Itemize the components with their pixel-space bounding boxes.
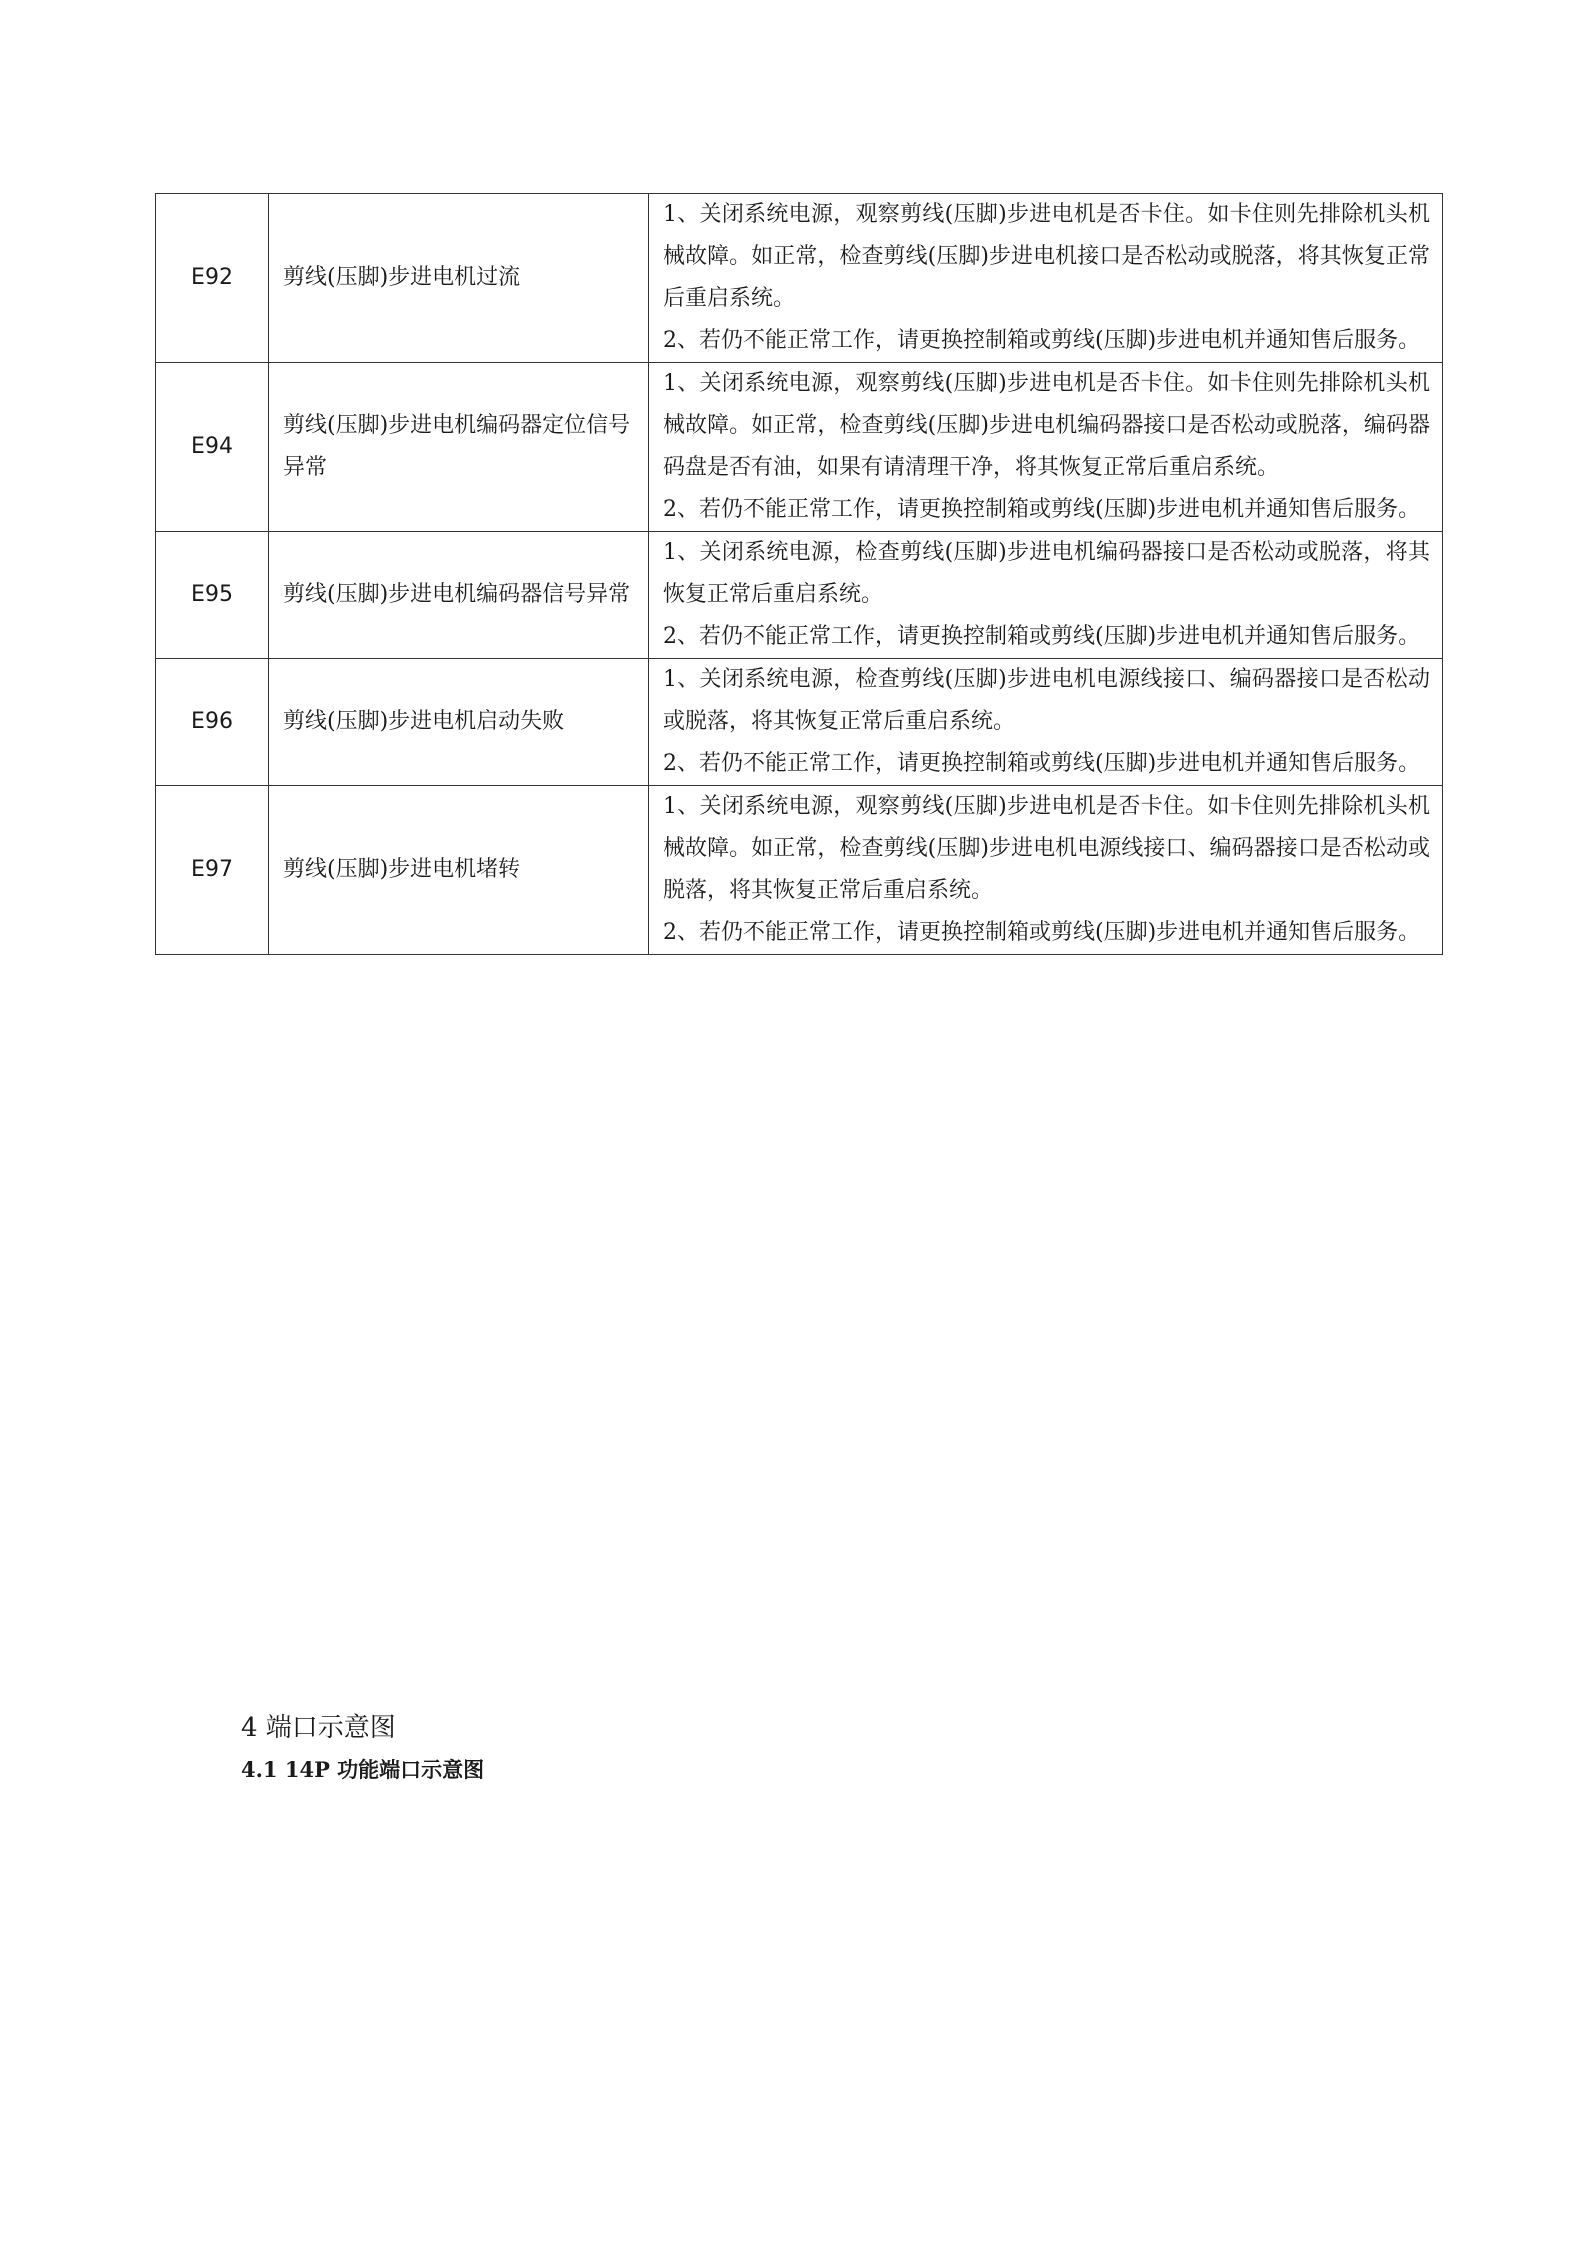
- error-description: 剪线(压脚)步进电机编码器定位信号异常: [269, 363, 649, 532]
- error-description: 剪线(压脚)步进电机启动失败: [269, 659, 649, 786]
- error-solution: [649, 363, 1443, 532]
- error-description: 剪线(压脚)步进电机过流: [269, 194, 649, 363]
- table-row: [156, 363, 1443, 532]
- solution-step: 2、若仍不能正常工作，请更换控制箱或剪线(压脚)步进电机并通知售后服务。: [663, 497, 1421, 522]
- error-solution: [649, 194, 1443, 363]
- error-solution: [649, 659, 1443, 786]
- solution-step: 2、若仍不能正常工作，请更换控制箱或剪线(压脚)步进电机并通知售后服务。: [663, 624, 1421, 649]
- table-row: [156, 659, 1443, 786]
- error-solution: [649, 786, 1443, 955]
- error-description: 剪线(压脚)步进电机堵转: [269, 786, 649, 955]
- solution-step: 1、关闭系统电源，观察剪线(压脚)步进电机是否卡住。如卡住则先排除机头机械故障。如正常，检查剪线(压脚)步进电机接口是否松动或脱落，将其恢复正常后重启系统。: [663, 202, 1430, 311]
- table-row: [156, 194, 1443, 363]
- error-description: 剪线(压脚)步进电机编码器信号异常: [269, 532, 649, 659]
- solution-step: 1、关闭系统电源，观察剪线(压脚)步进电机是否卡住。如卡住则先排除机头机械故障。如正常，检查剪线(压脚)步进电机编码器接口是否松动或脱落，编码器码盘是否有油，如果有请清理干净，将其恢复正常后重启系统。: [663, 371, 1430, 480]
- error-code-table: [155, 193, 1443, 955]
- solution-step: 2、若仍不能正常工作，请更换控制箱或剪线(压脚)步进电机并通知售后服务。: [663, 920, 1421, 945]
- solution-step: 1、关闭系统电源，检查剪线(压脚)步进电机电源线接口、编码器接口是否松动或脱落，将其恢复正常后重启系统。: [663, 667, 1430, 734]
- solution-step: 2、若仍不能正常工作，请更换控制箱或剪线(压脚)步进电机并通知售后服务。: [663, 751, 1421, 776]
- solution-step: 1、关闭系统电源，观察剪线(压脚)步进电机是否卡住。如卡住则先排除机头机械故障。如正常，检查剪线(压脚)步进电机电源线接口、编码器接口是否松动或脱落，将其恢复正常后重启系统。: [663, 794, 1430, 903]
- error-code: E92: [156, 194, 269, 363]
- error-code: E95: [156, 532, 269, 659]
- table-row: [156, 786, 1443, 955]
- section-heading: 4 端口示意图: [241, 1713, 396, 1743]
- solution-step: 1、关闭系统电源，检查剪线(压脚)步进电机编码器接口是否松动或脱落，将其恢复正常后重启系统。: [663, 540, 1430, 607]
- solution-step: 2、若仍不能正常工作，请更换控制箱或剪线(压脚)步进电机并通知售后服务。: [663, 328, 1421, 353]
- subsection-heading: 4.1 14P 功能端口示意图: [241, 1757, 485, 1782]
- error-solution: [649, 532, 1443, 659]
- error-code: E97: [156, 786, 269, 955]
- table-row: [156, 532, 1443, 659]
- error-code: E96: [156, 659, 269, 786]
- error-code: E94: [156, 363, 269, 532]
